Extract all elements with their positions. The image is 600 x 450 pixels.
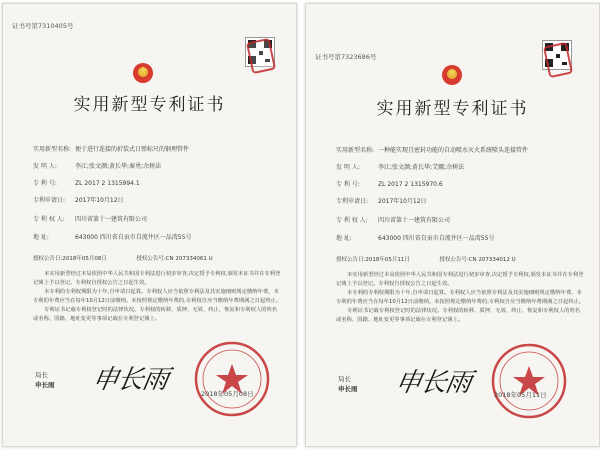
director-signature: 申长雨 <box>392 368 474 398</box>
grant-info <box>33 254 284 262</box>
certificate-title: 实用新型专利证书 <box>376 99 529 119</box>
national-emblem-icon <box>441 64 463 86</box>
grant-date: 授权公告日:2018年05月08日 <box>33 256 107 262</box>
certificate-title: 实用新型专利证书 <box>73 95 226 115</box>
field-address: 地 址: 643000 四川省自贡市自流井区一品湾55号 <box>336 235 495 242</box>
patent-certificate-left <box>2 3 297 447</box>
field-application-date: 专利申请日: 2017年10月12日 <box>33 197 124 204</box>
field-patentee: 专 利 权 人: 四川省第十一建筑有限公司 <box>33 216 148 223</box>
certificate-body <box>33 270 282 325</box>
field-patent-number: 专 利 号: ZL 2017 2 1315994.1 <box>33 180 140 187</box>
body-paragraph: 本专利的专利权期限为十年,自申请日起算。专利权人应当依照专利法及其实施细则规定缴纳年费。本专利的年费应当在每年10月12日前缴纳。未按照规定缴纳年费的,专利权自应当缴纳年费期满之日起终止。 <box>33 289 282 305</box>
field-address: 地 址: 643000 四川省自贡市自流井区一品湾55号 <box>33 234 192 241</box>
certificate-body <box>336 271 585 326</box>
director-label: 局长 申长雨 <box>35 371 55 389</box>
field-patentee: 专 利 权 人: 四川省第十一建筑有限公司 <box>336 217 451 224</box>
grant-info <box>336 255 587 263</box>
certificate-number: 证书号第7310405号 <box>12 22 74 30</box>
body-paragraph: 本实用新型经过本局依照中华人民共和国专利法进行初步审查,决定授予专利权,颁发本证书并在专利登记簿上予以登记。专利权自授权公告之日起生效。 <box>336 272 584 288</box>
body-paragraph: 本专利的专利权期限为十年,自申请日起算。专利权人应当依照专利法及其实施细则规定缴纳年费。本专利的年费应当在每年10月12日前缴纳。未按照规定缴纳年费的,专利权自应当缴纳年费期满之日起终止。 <box>336 290 585 306</box>
field-utility-model-name: 实用新型名称: 一种能实现且密封功能的自动喷水灭火系统喷头连接管件 <box>336 147 529 154</box>
grant-number: 授权公告号:CN 207334012 U <box>439 257 516 263</box>
director-label: 局长 申长雨 <box>338 375 358 393</box>
seal-date: 2018年05月08日 <box>201 390 254 398</box>
director-signature: 申长雨 <box>89 365 171 395</box>
field-application-date: 专利申请日: 2017年10月12日 <box>336 198 427 205</box>
body-paragraph: 专利证书记载专利权登记时的法律状况。专利权的转移、质押、无效、终止、恢复和专利权人的姓名或名称、国籍、地址变更等事项记载在专利登记簿上。 <box>33 307 278 323</box>
seal-date: 2018年05月11日 <box>494 391 547 399</box>
grant-number: 授权公告号:CN 207334061 U <box>136 256 213 262</box>
field-patent-number: 专 利 号: ZL 2017 2 1315970.6 <box>336 181 443 188</box>
certificate-number: 证书号第7323686号 <box>315 53 377 61</box>
patent-certificate-right <box>305 3 600 447</box>
grant-date: 授权公告日:2018年05月11日 <box>336 257 410 263</box>
field-utility-model-name: 实用新型名称: 便于进行连接的折装式日弹标尺的钢埋管件 <box>33 146 190 153</box>
body-paragraph: 专利证书记载专利权登记时的法律状况。专利权的转移、质押、无效、终止、恢复和专利权人的姓名或名称、国籍、地址变更等事项记载在专利登记簿上。 <box>336 308 581 324</box>
field-inventor: 发 明 人: 李江;张文颜;黄长华;艾娜;余树法 <box>336 164 465 171</box>
body-paragraph: 本实用新型经过本局依照中华人民共和国专利法进行初步审查,决定授予专利权,颁发本证书并在专利登记簿上予以登记。专利权自授权公告之日起生效。 <box>33 271 281 287</box>
national-emblem-icon <box>132 62 154 84</box>
field-inventor: 发 明 人: 李江;张文颜;黄长华;秦勇;余树法 <box>33 163 162 170</box>
official-seal-icon <box>490 342 568 420</box>
official-seal-icon <box>193 340 271 418</box>
